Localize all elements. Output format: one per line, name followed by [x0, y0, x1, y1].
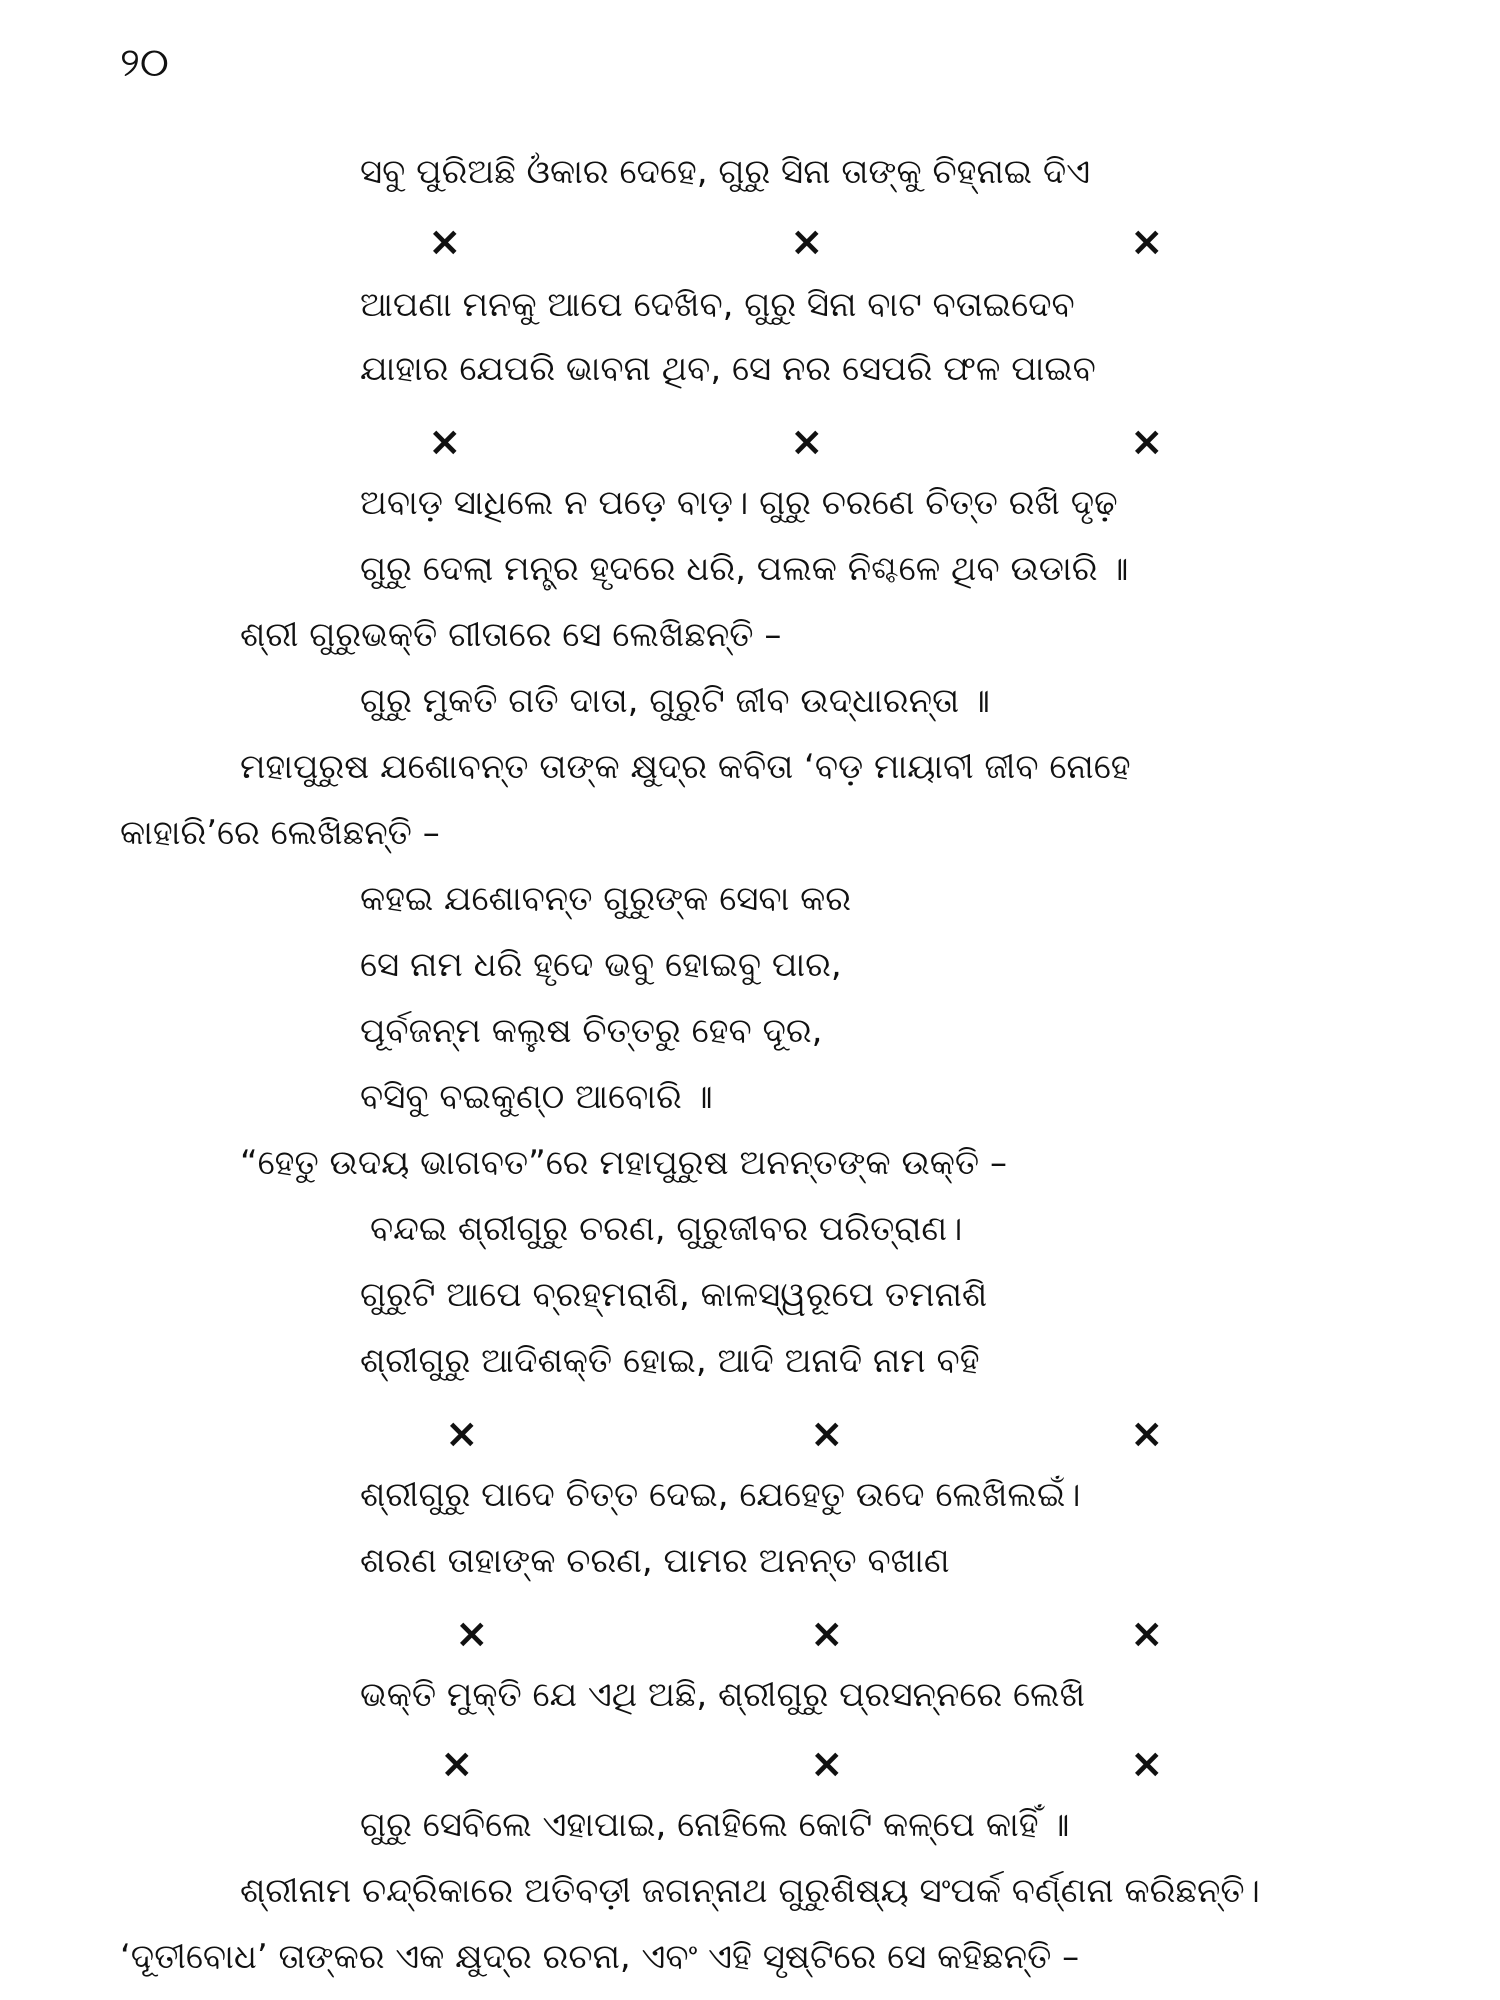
separator-mark: ×	[790, 219, 824, 265]
separator-mark: ×	[428, 219, 462, 265]
prose-line: କାହାରି’ରେ ଲେଖିଛନ୍ତି –	[120, 813, 440, 853]
verse-line-6: ଗୁରୁ ମୁକତି ଗତି ଦାତା, ଗୁରୁଟି ଜୀବ ଉଦ୍ଧାରନ୍ତା ॥	[360, 681, 991, 721]
separator-mark: ×	[1130, 219, 1164, 265]
verse-line-7: କହଇ ଯଶୋବନ୍ତ ଗୁରୁଙ୍କ ସେବା କର	[360, 879, 852, 919]
separator-mark: ×	[455, 1611, 489, 1657]
verse-line-1: ସବୁ ପୁରିଅଛି ଓଁକାର ଦେହେ, ଗୁରୁ ସିନା ତାଙ୍କୁ ଚିହ୍ନାଇ ଦିଏ	[360, 152, 1091, 192]
verse-line-14: ଶ୍ରୀଗୁରୁ ପାଦେ ଚିତ୍ତ ଦେଇ, ଯେହେତୁ ଉଦେ ଲେଖିଲଇଁ।	[360, 1475, 1081, 1515]
verse-line-4: ଅବାଡ଼ ସାଧିଲେ ନ ପଡ଼େ ବାଡ଼। ଗୁରୁ ଚରଣେ ଚିତ୍ତ ରଖି ଦୃଢ଼	[360, 483, 1118, 523]
verse-line-12: ଗୁରୁଟି ଆପେ ବ୍ରହ୍ମରାଶି, କାଳସ୍ୱରୂପେ ତମନାଶି	[360, 1275, 988, 1315]
verse-line-8: ସେ ନାମ ଧରି ହୃଦେ ଭବୁ ହୋଇବୁ ପାର,	[360, 945, 842, 985]
separator-mark: ×	[1130, 1741, 1164, 1787]
separator-mark: ×	[428, 419, 462, 465]
page-number: ୨୦	[120, 40, 169, 86]
verse-line-17: ଗୁରୁ ସେବିଲେ ଏହାପାଇ, ନୋହିଲେ କୋଟି କଳ୍ପେ କାହିଁ ॥	[360, 1805, 1070, 1845]
prose-line: ‘ଦୂତୀବୋଧ’ ତାଙ୍କର ଏକ କ୍ଷୁଦ୍ର ରଚନା, ଏବଂ ଏହି ସୃଷ୍ଟିରେ ସେ କହିଛନ୍ତି –	[120, 1937, 1080, 1977]
separator-mark: ×	[1130, 1411, 1164, 1457]
separator-mark: ×	[810, 1611, 844, 1657]
prose-line: “ହେତୁ ଉଦୟ ଭାଗବତ”ରେ ମହାପୁରୁଷ ଅନନ୍ତଙ୍କ ଉକ୍ତି –	[240, 1143, 1007, 1183]
verse-line-15: ଶରଣ ତାହାଙ୍କ ଚରଣ, ପାମର ଅନନ୍ତ ବଖାଣ	[360, 1541, 950, 1581]
verse-line-3: ଯାହାର ଯେପରି ଭାବନା ଥିବ, ସେ ନର ସେପରି ଫଳ ପାଇବ	[360, 349, 1096, 389]
verse-line-2: ଆପଣା ମନକୁ ଆପେ ଦେଖିବ, ଗୁରୁ ସିନା ବାଟ ବତାଇଦେବ	[360, 285, 1075, 325]
separator-mark: ×	[790, 419, 824, 465]
prose-line: ଶ୍ରୀ ଗୁରୁଭକ୍ତି ଗୀତାରେ ସେ ଲେଖିଛନ୍ତି –	[240, 615, 782, 655]
verse-line-10: ବସିବୁ ବଇକୁଣ୍ଠ ଆବୋରି ॥	[360, 1077, 713, 1117]
separator-mark: ×	[1130, 419, 1164, 465]
prose-line: ମହାପୁରୁଷ ଯଶୋବନ୍ତ ତାଙ୍କ କ୍ଷୁଦ୍ର କବିତା ‘ବଡ଼ ମାୟାବୀ ଜୀବ ନୋହେ	[240, 747, 1131, 787]
separator-mark: ×	[445, 1411, 479, 1457]
separator-mark: ×	[1130, 1611, 1164, 1657]
separator-mark: ×	[810, 1741, 844, 1787]
verse-line-5: ଗୁରୁ ଦେଲା ମନ୍ତ୍ର ହୃଦରେ ଧରି, ପଲକ ନିଶ୍ଚଳେ ଥିବ ଉଡାରି ॥	[360, 549, 1129, 589]
verse-line-11: ବନ୍ଦଇ ଶ୍ରୀଗୁରୁ ଚରଣ, ଗୁରୁଜୀବର ପରିତ୍ରାଣ।	[370, 1209, 963, 1249]
verse-line-13: ଶ୍ରୀଗୁରୁ ଆଦିଶକ୍ତି ହୋଇ, ଆଦି ଅନାଦି ନାମ ବହି	[360, 1341, 980, 1381]
separator-mark: ×	[810, 1411, 844, 1457]
separator-mark: ×	[440, 1741, 474, 1787]
verse-line-16: ଭକ୍ତି ମୁକ୍ତି ଯେ ଏଥି ଅଛି, ଶ୍ରୀଗୁରୁ ପ୍ରସନ୍ନରେ ଲେଖି	[360, 1675, 1086, 1715]
verse-line-9: ପୂର୍ବଜନ୍ମ କଲୁଷ ଚିତ୍ତରୁ ହେବ ଦୂର,	[360, 1011, 823, 1051]
prose-line: ଶ୍ରୀନାମ ଚନ୍ଦ୍ରିକାରେ ଅତିବଡ଼ୀ ଜଗନ୍ନାଥ ଗୁରୁଶିଷ୍ୟ ସଂପର୍କ ବର୍ଣ୍ଣନା କରିଛନ୍ତି।	[240, 1871, 1260, 1911]
